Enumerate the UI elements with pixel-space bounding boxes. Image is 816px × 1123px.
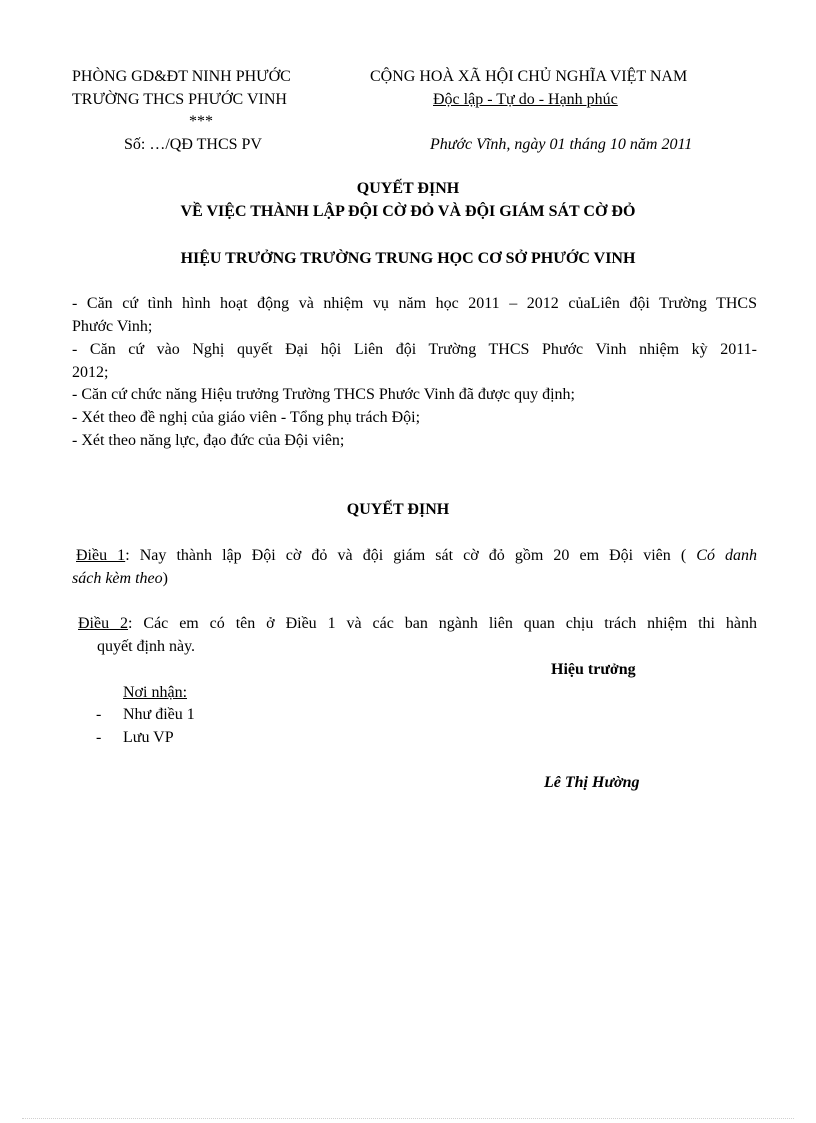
basis-item-5: - Xét theo năng lực, đạo đức của Đội viên; [72, 432, 345, 449]
page-bottom-divider [22, 1118, 794, 1119]
recipients-label: Nơi nhận: [123, 684, 188, 701]
decision-heading: QUYẾT ĐỊNH [346, 501, 450, 518]
header-separator-stars: *** [189, 113, 213, 130]
signer-title: Hiệu trưởng [551, 661, 636, 678]
national-title: CỘNG HOÀ XÃ HỘI CHỦ NGHĨA VIỆT NAM [370, 68, 688, 85]
article-2-label: Điều 2 [78, 615, 129, 632]
article-1-line-1 [76, 545, 757, 567]
recipient-item [96, 704, 195, 726]
article-1-close: ) [162, 570, 168, 587]
basis-item-2-line-1: - Căn cứ vào Nghị quyết Đại hội Liên đội Trường THCS Phước Vinh nhiệm kỳ 2011- [72, 341, 757, 358]
basis-item-1-line-1: - Căn cứ tình hình hoạt động và nhiệm vụ năm học 2011 – 2012 củaLiên đội Trường THCS [72, 295, 757, 312]
article-1-note-part-2: sách kèm theo [72, 570, 163, 587]
department-name: PHÒNG GD&ĐT NINH PHƯỚC [72, 68, 291, 85]
recipient-dash: - [96, 706, 102, 723]
issuing-authority: HIỆU TRƯỞNG TRƯỜNG TRUNG HỌC CƠ SỞ PHƯỚC VINH [180, 250, 636, 267]
article-1-label: Điều 1 [76, 547, 126, 564]
recipient-text: Như điều 1 [123, 706, 195, 723]
basis-item-1-line-2: Phước Vinh; [72, 318, 153, 335]
national-motto: Độc lập - Tự do - Hạnh phúc [433, 91, 618, 108]
article-2-text: : Các em có tên ở Điều 1 và các ban ngành liên quan chịu trách nhiệm thi hành [128, 615, 757, 632]
signer-name: Lê Thị Hường [544, 774, 640, 791]
basis-item-3: - Căn cứ chức năng Hiệu trưởng Trường THCS Phước Vinh đã được quy định; [72, 386, 575, 403]
document-title: QUYẾT ĐỊNH [356, 180, 460, 197]
article-1-line-2 [72, 568, 168, 590]
recipient-item [96, 727, 174, 749]
article-1-note-part-1: Có danh [696, 547, 758, 564]
recipient-text: Lưu VP [123, 729, 174, 746]
document-date: Phước Vĩnh, ngày 01 tháng 10 năm 2011 [430, 136, 693, 153]
basis-item-4: - Xét theo đề nghị của giáo viên - Tổng phụ trách Đội; [72, 409, 421, 426]
article-1-text: : Nay thành lập Đội cờ đỏ và đội giám sát cờ đỏ gồm 20 em Đội viên ( [125, 547, 687, 564]
article-2-line-2: quyết định này. [97, 638, 196, 655]
document-number: Số: …/QĐ THCS PV [124, 136, 262, 153]
document-subject: VỀ VIỆC THÀNH LẬP ĐỘI CỜ ĐỎ VÀ ĐỘI GIÁM SÁT CỜ ĐỎ [180, 203, 636, 220]
school-name: TRƯỜNG THCS PHƯỚC VINH [72, 91, 287, 108]
basis-item-2-line-2: 2012; [72, 364, 109, 381]
recipient-dash: - [96, 729, 102, 746]
article-2-line-1 [78, 613, 757, 635]
